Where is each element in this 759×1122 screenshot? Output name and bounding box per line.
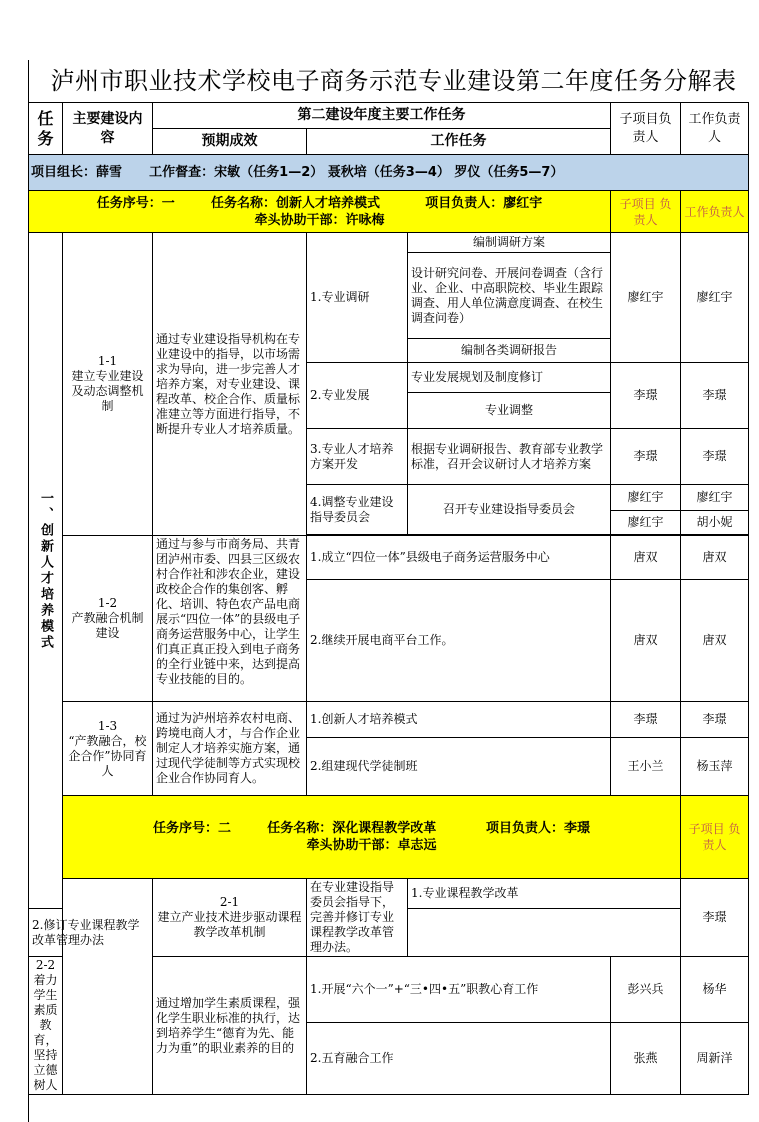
task1-sub-leader-label: 子项目 负责人: [611, 191, 681, 233]
c2-2-content: 2-2 着力学生素质教育，坚持立德树人: [29, 957, 63, 1095]
c1-1-w3-sub: 李璟: [611, 429, 681, 485]
c1-2-w2-work: 唐双: [681, 580, 749, 702]
header-group: 第二建设年度主要工作任务: [153, 103, 611, 129]
header-sub-leader: 子项目负责人: [611, 103, 681, 155]
c1-3-w1-work: 李璟: [681, 702, 749, 738]
c1-1-w2-work: 李璟: [681, 363, 749, 429]
c1-2-w2-sub: 唐双: [611, 580, 681, 702]
c1-2-effect: 通过与参与市商务局、共青团泸州市委、四县三区级农村合作社和涉农企业，建设政校企合作的集创客、孵化、培训、特色农产品电商展示“四位一体”的县级电子商务运营服务中心，让学生们真正真正投入到电子商务的全行业链中来，达到提高专业技能的目的。: [153, 536, 307, 702]
header-work-leader: 工作负责人: [681, 103, 749, 155]
c2-2-w1-work: 杨华: [681, 957, 749, 1023]
c1-1-w2a: 专业发展规划及制度修订: [408, 363, 611, 393]
c1-1-w4-sub1: 廖红宇: [611, 485, 681, 511]
c1-1-w1: 1.专业调研: [307, 233, 408, 363]
c2-2-w1-sub: 彭兴兵: [611, 957, 681, 1023]
c1-2-w1: 1.成立“四位一体”县级电子商务运营服务中心: [307, 536, 611, 580]
c1-1-w4-sub2: 廖红宇: [611, 511, 681, 535]
c1-1-w1-sub: 廖红宇: [611, 233, 681, 363]
c2-1-w1: 1.专业课程教学改革: [408, 879, 681, 909]
c2-1-content: 2-1 建立产业技术进步驱动课程教学改革机制: [153, 879, 307, 957]
c2-2-w2-work: 周新洋: [681, 1022, 749, 1094]
c1-3-w2-sub: 王小兰: [611, 738, 681, 796]
header-task: 任务: [29, 103, 63, 155]
c1-1-w2: 2.专业发展: [307, 363, 408, 429]
c1-1-w4: 4.调整专业建设指导委员会: [307, 485, 408, 535]
c1-1-w3a: 根据专业调研报告、教育部专业教学标准，召开会议研讨人才培养方案: [408, 429, 611, 485]
task1-header: 任务序号：一 任务名称：创新人才培养模式 项目负责人：廖红宇 牵头协助干部：许咏梅: [29, 191, 611, 233]
c1-1-w1-work: 廖红宇: [681, 233, 749, 363]
c1-3-effect: 通过为泸州培养农村电商、跨境电商人才，与合作企业制定人才培养实施方案，通过现代学徒制等方式实现校企业合作协同育人。: [153, 702, 307, 796]
c1-1-w1c: 编制各类调研报告: [408, 339, 611, 363]
c1-1-w4-work1: 廖红宇: [681, 485, 749, 511]
c1-3-w2: 2.组建现代学徒制班: [307, 738, 611, 796]
c2-2-effect: 通过增加学生素质课程，强化学生职业标准的执行，达到培养学生“德育为先、能力为重”的职业素养的目的: [153, 957, 307, 1095]
task2-sub-leader-label: 子项目 负责人: [681, 796, 749, 879]
c1-3-w2-work: 杨玉萍: [681, 738, 749, 796]
header-work: 工作任务: [307, 129, 611, 155]
c1-1-effect: 通过专业建设指导机构在专业建设中的指导，以市场需求为导向，进一步完善人才培养方案，对专业建设、课程改革、校企合作、质量标准建立等方面进行指导，不断提升专业人才培养质量。: [153, 233, 307, 536]
task-table: [28, 102, 749, 1095]
c1-1-w4a: 召开专业建设指导委员会: [408, 485, 611, 535]
c1-2-w1-sub: 唐双: [611, 536, 681, 580]
c2-2-w2-sub: 张燕: [611, 1022, 681, 1094]
c2-1-w2: 2.修订专业课程教学改革管理办法: [29, 909, 153, 957]
header-expected: 预期成效: [153, 129, 307, 155]
c2-1-sub: 李璟: [681, 879, 749, 957]
c1-3-w1: 1.创新人才培养模式: [307, 702, 611, 738]
c1-1-w4-work2: 胡小妮: [681, 511, 749, 535]
task2-header: 任务序号：二 任务名称：深化课程教学改革 项目负责人：李璟 牵头协助干部：卓志远: [63, 796, 681, 879]
task1-work-leader-label: 工作负责人: [681, 191, 749, 233]
header-main-content: 主要建设内容: [63, 103, 153, 155]
c1-1-w3-work: 李璟: [681, 429, 749, 485]
c2-2-w2: 2.五育融合工作: [307, 1022, 611, 1094]
c1-1-w2b: 专业调整: [408, 393, 611, 429]
c1-1-w1a: 编制调研方案: [408, 233, 611, 253]
c2-2-w1: 1.开展“六个一”+“三•四•五”职教心育工作: [307, 957, 611, 1023]
c1-1-content: 1-1 建立专业建设及动态调整机制: [63, 233, 153, 536]
page-title: 泸州市职业技术学校电子商务示范专业建设第二年度任务分解表: [50, 67, 737, 95]
c1-3-content: 1-3 “产教融合，校企合作”协同育人: [63, 702, 153, 796]
c1-3-w1-sub: 李璟: [611, 702, 681, 738]
c1-2-w1-work: 唐双: [681, 536, 749, 580]
c1-2-w2: 2.继续开展电商平台工作。: [307, 580, 611, 702]
c1-2-content: 1-2 产教融合机制建设: [63, 536, 153, 702]
task1-label-cell: [29, 233, 63, 909]
c1-1-w3: 3.专业人才培养方案开发: [307, 429, 408, 485]
c1-1-w1b: 设计研究问卷、开展问卷调查（含行业、企业、中高职院校、毕业生跟踪调查、用人单位满意度调查、在校生调查问卷）: [408, 253, 611, 339]
c1-1-w2-sub: 李璟: [611, 363, 681, 429]
project-bar: 项目组长：薛雪 工作督查：宋敏（任务1—2） 聂秋培（任务3—4） 罗仪（任务5—7）: [29, 155, 749, 191]
c2-1-effect: 在专业建设指导委员会指导下，完善并修订专业课程教学改革管理办法。: [307, 879, 408, 957]
task1-label: 一、创新人才培养模式: [38, 490, 53, 651]
